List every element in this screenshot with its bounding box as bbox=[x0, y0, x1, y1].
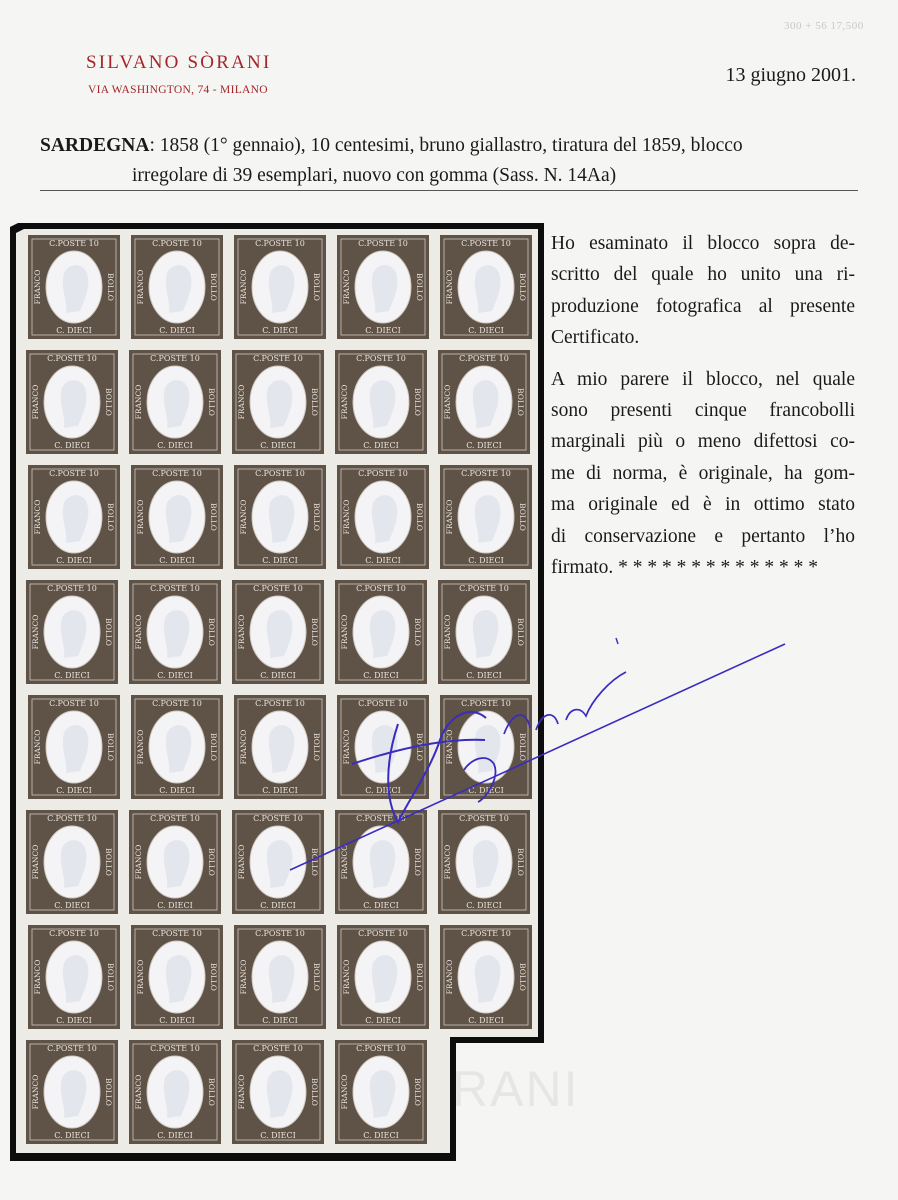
stamp-top-label: C.POSTE 10 bbox=[47, 584, 97, 593]
stamp bbox=[335, 810, 427, 914]
body-line: sono presenti cinque francobolli bbox=[551, 400, 855, 422]
stamp-right-label: BOLLO bbox=[413, 1078, 422, 1106]
stamp-bottom-label: C. DIECI bbox=[466, 671, 502, 680]
stamp-left-label: FRANCO bbox=[134, 844, 143, 880]
stamp bbox=[440, 695, 532, 799]
stamp-left-label: FRANCO bbox=[340, 614, 349, 650]
stamp-bottom-label: C. DIECI bbox=[157, 901, 193, 910]
stamp-bottom-label: C. DIECI bbox=[260, 901, 296, 910]
body-line: di conservazione e pertanto l’ho bbox=[551, 525, 855, 547]
stamp-top-label: C.POSTE 10 bbox=[358, 929, 408, 938]
stamp-bottom-label: C. DIECI bbox=[54, 1131, 90, 1140]
stamp-bottom-label: C. DIECI bbox=[363, 901, 399, 910]
stamp-block-photo bbox=[10, 223, 544, 1161]
description-line-2: irregolare di 39 esemplari, nuovo con gomma (Sass. N. 14Aa) bbox=[132, 165, 617, 186]
stamp-right-label: BOLLO bbox=[209, 733, 218, 761]
stamp-top-label: C.POSTE 10 bbox=[459, 354, 509, 363]
paragraph-examination bbox=[551, 228, 855, 354]
stamp-top-label: C.POSTE 10 bbox=[461, 239, 511, 248]
stamp-bottom-label: C. DIECI bbox=[365, 786, 401, 795]
stamp bbox=[26, 580, 118, 684]
stamp bbox=[234, 695, 326, 799]
stamp bbox=[234, 235, 326, 339]
description-line-1 bbox=[40, 131, 860, 161]
stamp-bottom-label: C. DIECI bbox=[159, 1016, 195, 1025]
stamp bbox=[232, 580, 324, 684]
stamp-bottom-label: C. DIECI bbox=[159, 786, 195, 795]
stamp-top-label: C.POSTE 10 bbox=[356, 354, 406, 363]
stamp-bottom-label: C. DIECI bbox=[157, 441, 193, 450]
stamp-bottom-label: C. DIECI bbox=[54, 901, 90, 910]
stamp-left-label: FRANCO bbox=[31, 614, 40, 650]
stamp-top-label: C.POSTE 10 bbox=[255, 699, 305, 708]
stamp-top-label: C.POSTE 10 bbox=[255, 239, 305, 248]
certificate-body bbox=[551, 228, 855, 583]
stamp-right-label: BOLLO bbox=[516, 618, 525, 646]
stamp bbox=[440, 465, 532, 569]
stamp-top-label: C.POSTE 10 bbox=[253, 1044, 303, 1053]
stamp-left-label: FRANCO bbox=[445, 729, 454, 765]
stamp-right-label: BOLLO bbox=[207, 618, 216, 646]
stamp-left-label: FRANCO bbox=[136, 499, 145, 535]
stamp-bottom-label: C. DIECI bbox=[262, 326, 298, 335]
stamp-left-label: FRANCO bbox=[445, 269, 454, 305]
stamp-left-label: FRANCO bbox=[443, 384, 452, 420]
paragraph-opinion bbox=[551, 364, 855, 584]
stamp-right-label: BOLLO bbox=[312, 963, 321, 991]
stamp-bottom-label: C. DIECI bbox=[262, 556, 298, 565]
stamp-left-label: FRANCO bbox=[33, 729, 42, 765]
stamp-right-label: BOLLO bbox=[209, 273, 218, 301]
stamp bbox=[337, 925, 429, 1029]
stamp-bottom-label: C. DIECI bbox=[56, 1016, 92, 1025]
stamp-bottom-label: C. DIECI bbox=[159, 326, 195, 335]
stamp-right-label: BOLLO bbox=[415, 503, 424, 531]
stamp-bottom-label: C. DIECI bbox=[159, 556, 195, 565]
stamp-bottom-label: C. DIECI bbox=[260, 671, 296, 680]
stamp-left-label: FRANCO bbox=[134, 1074, 143, 1110]
description-line-1-rest: : 1858 (1° gennaio), 10 centesimi, bruno giallastro, tiratura del 1859, blocco bbox=[149, 135, 743, 156]
stamp-bottom-label: C. DIECI bbox=[260, 441, 296, 450]
stamp bbox=[131, 695, 223, 799]
certificate-date: 13 giugno 2001. bbox=[725, 64, 856, 86]
stamp-bottom-label: C. DIECI bbox=[365, 556, 401, 565]
stamp-right-label: BOLLO bbox=[310, 1078, 319, 1106]
stamp bbox=[28, 235, 120, 339]
body-line: scritto del quale ho unito una ri- bbox=[551, 264, 855, 286]
stamp-top-label: C.POSTE 10 bbox=[358, 469, 408, 478]
stamp bbox=[438, 810, 530, 914]
stamp bbox=[28, 925, 120, 1029]
stamp-right-label: BOLLO bbox=[207, 388, 216, 416]
stamp bbox=[131, 925, 223, 1029]
stamp-top-label: C.POSTE 10 bbox=[152, 239, 202, 248]
stamp-left-label: FRANCO bbox=[443, 614, 452, 650]
stamp bbox=[28, 695, 120, 799]
stamp-bottom-label: C. DIECI bbox=[260, 1131, 296, 1140]
stamp-bottom-label: C. DIECI bbox=[157, 671, 193, 680]
stamp bbox=[440, 235, 532, 339]
stamp-top-label: C.POSTE 10 bbox=[459, 584, 509, 593]
stamp-left-label: FRANCO bbox=[134, 614, 143, 650]
stamp-right-label: BOLLO bbox=[413, 848, 422, 876]
stamp-left-label: FRANCO bbox=[237, 384, 246, 420]
stamp bbox=[438, 580, 530, 684]
stamp-left-label: FRANCO bbox=[33, 959, 42, 995]
stamp-right-label: BOLLO bbox=[106, 733, 115, 761]
watermark-text: RANI bbox=[452, 1061, 580, 1117]
stamp-top-label: C.POSTE 10 bbox=[358, 699, 408, 708]
stamp-description bbox=[40, 131, 860, 191]
stamp-top-label: C.POSTE 10 bbox=[150, 814, 200, 823]
stamp-bottom-label: C. DIECI bbox=[466, 901, 502, 910]
stamp bbox=[337, 695, 429, 799]
stamp bbox=[129, 580, 221, 684]
stamp-top-label: C.POSTE 10 bbox=[49, 469, 99, 478]
stamp bbox=[129, 810, 221, 914]
stamp-left-label: FRANCO bbox=[31, 1074, 40, 1110]
stamp-top-label: C.POSTE 10 bbox=[49, 239, 99, 248]
stamp-top-label: C.POSTE 10 bbox=[255, 469, 305, 478]
stamp-right-label: BOLLO bbox=[104, 618, 113, 646]
stamp-right-label: BOLLO bbox=[106, 273, 115, 301]
stamp-right-label: BOLLO bbox=[209, 963, 218, 991]
stamp-right-label: BOLLO bbox=[516, 848, 525, 876]
stamp-top-label: C.POSTE 10 bbox=[356, 814, 406, 823]
stamp-bottom-label: C. DIECI bbox=[262, 1016, 298, 1025]
stamp-top-label: C.POSTE 10 bbox=[47, 814, 97, 823]
stamp-top-label: C.POSTE 10 bbox=[356, 1044, 406, 1053]
stamp bbox=[26, 810, 118, 914]
stamp-bottom-label: C. DIECI bbox=[466, 441, 502, 450]
pencil-note: 300 + 56 17,500 bbox=[784, 20, 864, 32]
divider-line bbox=[40, 190, 858, 191]
stamp-bottom-label: C. DIECI bbox=[365, 1016, 401, 1025]
body-line: marginali più o meno difettosi co- bbox=[551, 431, 855, 453]
stamp-top-label: C.POSTE 10 bbox=[49, 699, 99, 708]
stamp-block-image bbox=[10, 223, 544, 1161]
stamp-left-label: FRANCO bbox=[237, 844, 246, 880]
stamp-left-label: FRANCO bbox=[443, 844, 452, 880]
stamp-left-label: FRANCO bbox=[342, 499, 351, 535]
stamp-left-label: FRANCO bbox=[340, 844, 349, 880]
stamp-left-label: FRANCO bbox=[340, 1074, 349, 1110]
stamp-left-label: FRANCO bbox=[239, 729, 248, 765]
stamp-left-label: FRANCO bbox=[31, 384, 40, 420]
stamp-right-label: BOLLO bbox=[518, 273, 527, 301]
stamp bbox=[232, 350, 324, 454]
stamp bbox=[234, 925, 326, 1029]
stamp-bottom-label: C. DIECI bbox=[56, 786, 92, 795]
stamp-right-label: BOLLO bbox=[518, 503, 527, 531]
stamp bbox=[438, 350, 530, 454]
stamp bbox=[440, 925, 532, 1029]
body-line: produzione fotografica al presente bbox=[551, 295, 855, 317]
stamp-bottom-label: C. DIECI bbox=[363, 1131, 399, 1140]
stamp-top-label: C.POSTE 10 bbox=[358, 239, 408, 248]
stamp-left-label: FRANCO bbox=[239, 959, 248, 995]
letterhead-address: VIA WASHINGTON, 74 - MILANO bbox=[88, 84, 268, 96]
body-line: Certificato. bbox=[551, 327, 640, 349]
stamp-bottom-label: C. DIECI bbox=[468, 326, 504, 335]
stamp bbox=[129, 1040, 221, 1144]
stamp-right-label: BOLLO bbox=[415, 733, 424, 761]
stamp-right-label: BOLLO bbox=[310, 618, 319, 646]
body-line: A mio parere il blocco, nel quale bbox=[551, 368, 855, 390]
stamp-left-label: FRANCO bbox=[31, 844, 40, 880]
stamp-left-label: FRANCO bbox=[33, 499, 42, 535]
stamp-right-label: BOLLO bbox=[413, 618, 422, 646]
stamp bbox=[234, 465, 326, 569]
stamp-bottom-label: C. DIECI bbox=[468, 556, 504, 565]
stamp bbox=[26, 350, 118, 454]
stamp bbox=[335, 350, 427, 454]
stamp-right-label: BOLLO bbox=[310, 388, 319, 416]
stamp-right-label: BOLLO bbox=[104, 388, 113, 416]
stamp-top-label: C.POSTE 10 bbox=[253, 584, 303, 593]
stamp-right-label: BOLLO bbox=[415, 273, 424, 301]
stamp-bottom-label: C. DIECI bbox=[363, 441, 399, 450]
stamp-left-label: FRANCO bbox=[239, 269, 248, 305]
stamp-left-label: FRANCO bbox=[342, 729, 351, 765]
stamp-right-label: BOLLO bbox=[518, 963, 527, 991]
stamp-left-label: FRANCO bbox=[342, 269, 351, 305]
stamp-bottom-label: C. DIECI bbox=[54, 441, 90, 450]
stamp-right-label: BOLLO bbox=[312, 273, 321, 301]
stamp-top-label: C.POSTE 10 bbox=[150, 584, 200, 593]
stamp-top-label: C.POSTE 10 bbox=[152, 699, 202, 708]
stamp-top-label: C.POSTE 10 bbox=[47, 354, 97, 363]
stamp-bottom-label: C. DIECI bbox=[363, 671, 399, 680]
body-line: me di norma, è originale, ha gom- bbox=[551, 462, 855, 484]
stamp-right-label: BOLLO bbox=[312, 503, 321, 531]
stamp-left-label: FRANCO bbox=[340, 384, 349, 420]
stamp-right-label: BOLLO bbox=[104, 848, 113, 876]
letterhead-name: SILVANO SÒRANI bbox=[86, 52, 272, 73]
stamp-top-label: C.POSTE 10 bbox=[152, 469, 202, 478]
stamp-bottom-label: C. DIECI bbox=[468, 1016, 504, 1025]
stamp-right-label: BOLLO bbox=[106, 503, 115, 531]
stamp-left-label: FRANCO bbox=[33, 269, 42, 305]
body-line: Ho esaminato il blocco sopra de- bbox=[551, 233, 855, 254]
stamp-right-label: BOLLO bbox=[518, 733, 527, 761]
stamp-right-label: BOLLO bbox=[415, 963, 424, 991]
body-line: ma originale ed è in ottimo stato bbox=[551, 494, 855, 516]
stamp-top-label: C.POSTE 10 bbox=[461, 929, 511, 938]
stamp-top-label: C.POSTE 10 bbox=[150, 354, 200, 363]
stamp bbox=[337, 465, 429, 569]
stamp-right-label: BOLLO bbox=[312, 733, 321, 761]
stamp-top-label: C.POSTE 10 bbox=[356, 584, 406, 593]
stamp-top-label: C.POSTE 10 bbox=[461, 699, 511, 708]
stamp bbox=[232, 810, 324, 914]
stamp-left-label: FRANCO bbox=[134, 384, 143, 420]
stamp-right-label: BOLLO bbox=[310, 848, 319, 876]
stamp bbox=[28, 465, 120, 569]
stamp-top-label: C.POSTE 10 bbox=[459, 814, 509, 823]
stamp-right-label: BOLLO bbox=[413, 388, 422, 416]
stamp-bottom-label: C. DIECI bbox=[468, 786, 504, 795]
stamp-left-label: FRANCO bbox=[136, 959, 145, 995]
stamp-left-label: FRANCO bbox=[136, 729, 145, 765]
stamp-bottom-label: C. DIECI bbox=[56, 556, 92, 565]
stamp bbox=[129, 350, 221, 454]
stamp-right-label: BOLLO bbox=[106, 963, 115, 991]
stamp-right-label: BOLLO bbox=[209, 503, 218, 531]
stamp-left-label: FRANCO bbox=[136, 269, 145, 305]
stamp-bottom-label: C. DIECI bbox=[365, 326, 401, 335]
stamp-left-label: FRANCO bbox=[239, 499, 248, 535]
stamp-top-label: C.POSTE 10 bbox=[253, 354, 303, 363]
stamp-bottom-label: C. DIECI bbox=[157, 1131, 193, 1140]
stamp-left-label: FRANCO bbox=[445, 959, 454, 995]
stamp-right-label: BOLLO bbox=[207, 1078, 216, 1106]
stamp bbox=[131, 235, 223, 339]
stamp-top-label: C.POSTE 10 bbox=[49, 929, 99, 938]
stamp-top-label: C.POSTE 10 bbox=[255, 929, 305, 938]
stamp-bottom-label: C. DIECI bbox=[262, 786, 298, 795]
stamp bbox=[335, 1040, 427, 1144]
stamp-right-label: BOLLO bbox=[516, 388, 525, 416]
stamp-bottom-label: C. DIECI bbox=[54, 671, 90, 680]
stamp-left-label: FRANCO bbox=[237, 614, 246, 650]
stamp bbox=[232, 1040, 324, 1144]
stamp bbox=[131, 465, 223, 569]
country-name: SARDEGNA bbox=[40, 135, 150, 156]
stamp-left-label: FRANCO bbox=[237, 1074, 246, 1110]
stamp bbox=[335, 580, 427, 684]
body-line: firmato. * * * * * * * * * * * * * * bbox=[551, 557, 819, 579]
stamp bbox=[337, 235, 429, 339]
stamp-top-label: C.POSTE 10 bbox=[150, 1044, 200, 1053]
stamp bbox=[26, 1040, 118, 1144]
stamp-top-label: C.POSTE 10 bbox=[461, 469, 511, 478]
stamp-top-label: C.POSTE 10 bbox=[253, 814, 303, 823]
stamp-right-label: BOLLO bbox=[207, 848, 216, 876]
stamp-left-label: FRANCO bbox=[445, 499, 454, 535]
stamp-bottom-label: C. DIECI bbox=[56, 326, 92, 335]
stamp-left-label: FRANCO bbox=[342, 959, 351, 995]
stamp-top-label: C.POSTE 10 bbox=[47, 1044, 97, 1053]
stamp-right-label: BOLLO bbox=[104, 1078, 113, 1106]
stamp-top-label: C.POSTE 10 bbox=[152, 929, 202, 938]
